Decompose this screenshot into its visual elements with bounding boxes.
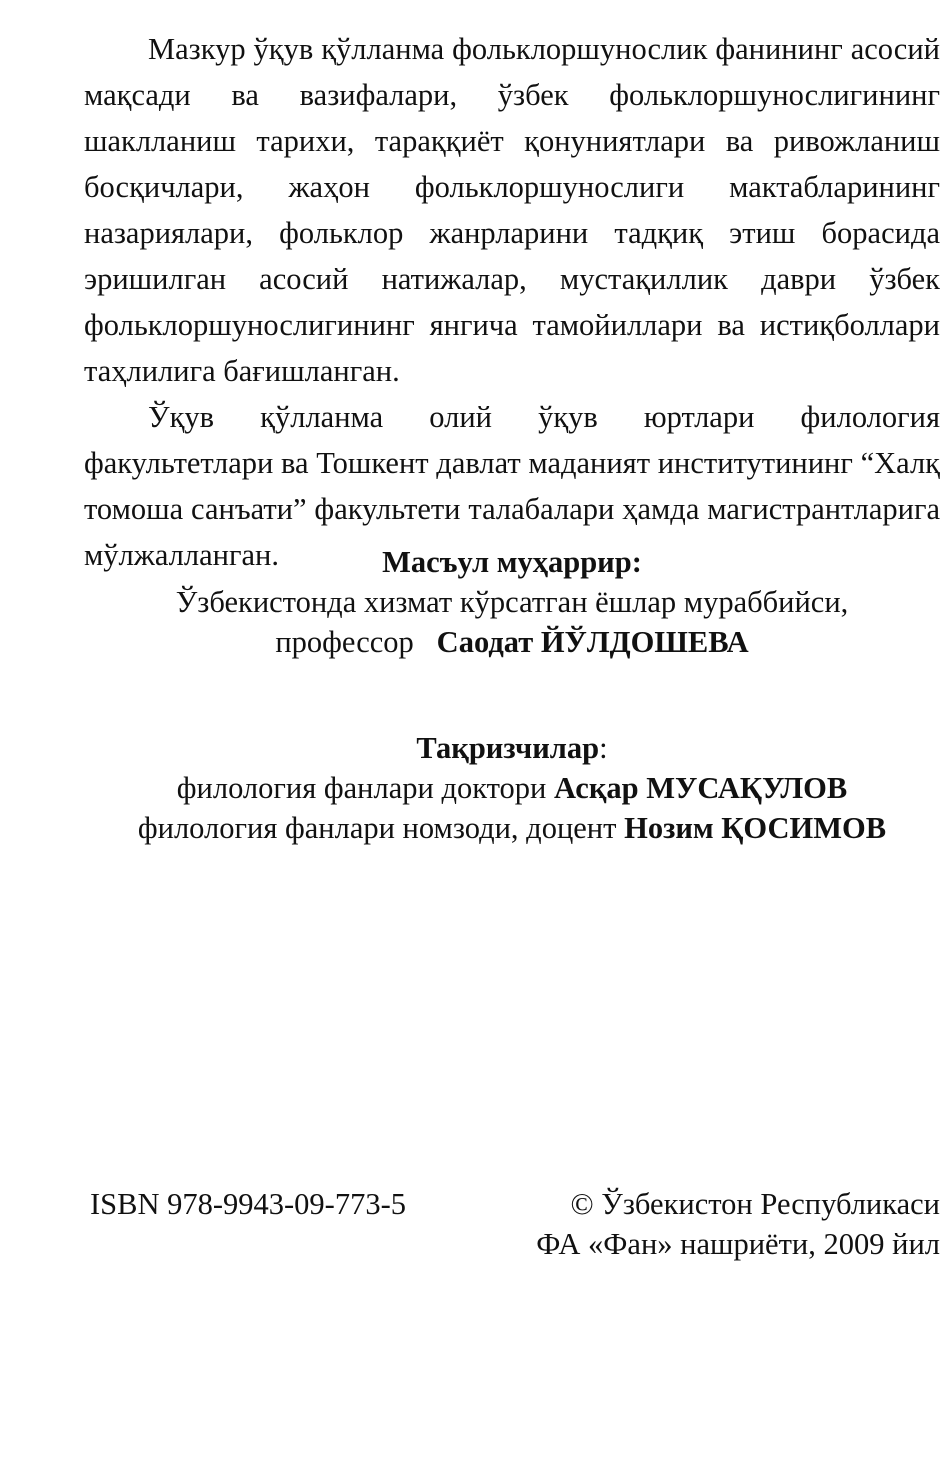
editor-name: Саодат ЙЎЛДОШЕВА (436, 625, 749, 659)
reviewers-heading-line (84, 728, 940, 768)
isbn: ISBN 978-9943-09-773-5 (90, 1187, 406, 1221)
copyright-line-2: ФА «Фан» нашриёти, 2009 йил (536, 1227, 940, 1261)
reviewer-2-name: Нозим ҚОСИМОВ (624, 811, 887, 845)
responsible-editor-block (84, 542, 940, 662)
reviewer-1-name: Асқар МУСАҚУЛОВ (554, 771, 848, 805)
editor-credit (84, 622, 940, 662)
reviewers-heading: Тақризчилар (416, 731, 600, 765)
reviewer-2-position: филология фанлари номзоди, доцент (137, 811, 617, 845)
reviewer-1 (84, 768, 940, 808)
editor-title: Ўзбекистонда хизмат кўрсатган ёшлар мураббийси, (175, 585, 849, 619)
reviewers-block (84, 728, 940, 848)
editor-position: профессор (275, 625, 414, 659)
copyright-line-1: © Ўзбекистон Республикаси (570, 1187, 940, 1221)
abstract (84, 26, 940, 578)
abstract-paragraph-1: Мазкур ўқув қўлланма фольклоршунослик фанининг асосий мақсади ва вазифалари, ўзбек фольклоршунослигининг шаклланиш тарихи, тараққиёт қонуниятлари ва ривожланиш босқичлари, жаҳон фольклоршунослиги мактабларининг назариялари, фольклор жанрларини тадқиқ этиш борасида эришилган асосий натижалар, мустақиллик даври ўзбек фольклоршунослигининг янгича тамойиллари ва истиқболлари таҳлилига бағишланган. (84, 32, 940, 388)
abstract-paragraph-2: Ўқув қўлланма олий ўқув юртлари филология факультетлари ва Тошкент давлат маданият институтининг “Халқ томоша санъати” факультети талабалари ҳамда магистрантларига мўлжалланган. (84, 400, 940, 572)
reviewer-2 (84, 808, 940, 848)
copyright (536, 1184, 940, 1264)
editor-heading: Масъул муҳаррир: (382, 545, 642, 579)
reviewers-heading-colon: : (599, 731, 608, 765)
reviewer-1-position: филология фанлари доктори (176, 771, 547, 805)
